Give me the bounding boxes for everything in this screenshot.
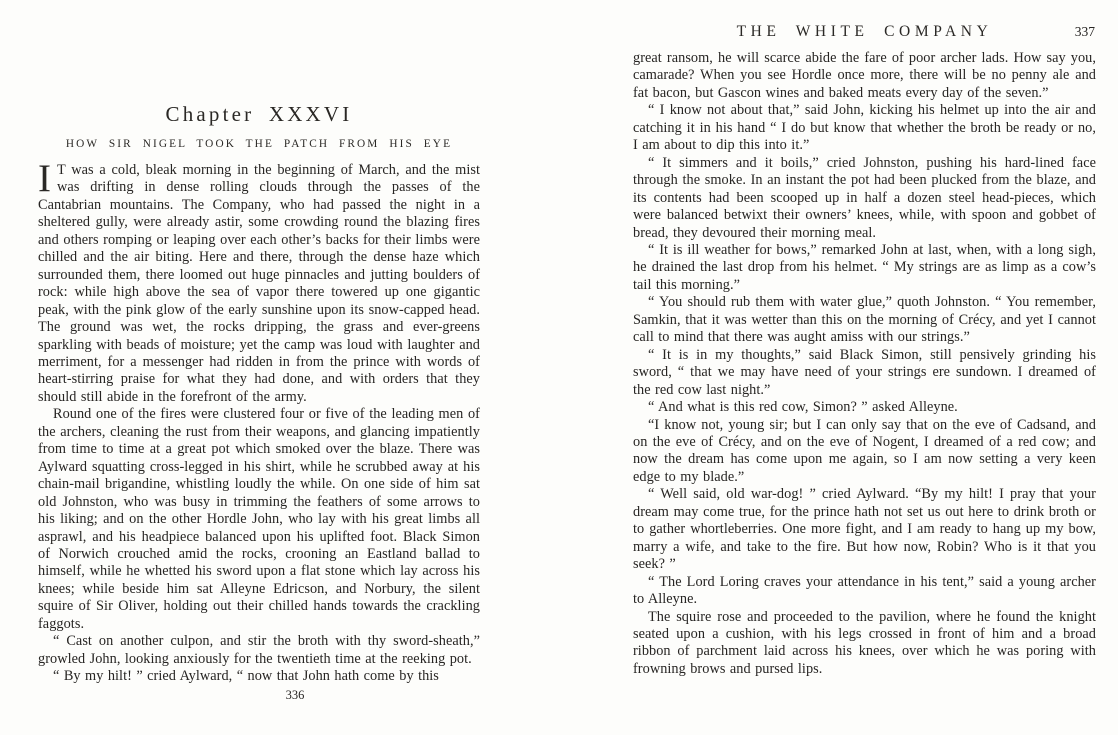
paragraph-text: T was a cold, bleak morning in the beginning of March, and the mist was drifting in dense rolling clouds through the passes of the Cantabrian mountains. The Company, who had passed the night in a sheltered gully, were already astir, some crowding round the blazing fires and others romping or leaping over each other’s backs for their limbs were chilled and the air biting. Here and there, through the dense haze which surrounded them, there loomed out huge pinnacles and jutting boulders of rock: while high above the sea of vapor there towered up one gigantic peak, with the pink glow of the early sunshine upon its snow-capped head. The ground was wet, the rocks dripping, the grass and ever-greens sparkling with beads of moisture; yet the camp was loud with laughter and merriment, for a messenger had ridden in from the prince with words of heart-stirring praise for what they had done, and with orders that they should still abide in the forefront of the army. bbox=[38, 162, 480, 405]
paragraph: “ It is ill weather for bows,” remarked John at last, when, with a long sigh, he drained the last drop from his helmet. “ My strings are as limp as a cow’s tail this morning.” bbox=[633, 241, 1096, 293]
paragraph: “ By my hilt! ” cried Aylward, “ now that John hath come by this bbox=[53, 668, 439, 685]
paragraph: “ You should rub them with water glue,” quoth Johnston. “ You remember, Samkin, that it was wetter than this on the morning of Crécy, and yet I cannot call to mind that there was aught amiss with our strings.” bbox=[633, 294, 1096, 346]
paragraph: “ I know not about that,” said John, kicking his helmet up into the air and catching it in his hand “ I do but know that whether the broth be ready or no, I am about to dip this into it.” bbox=[633, 102, 1096, 154]
page-right bbox=[633, 0, 1096, 678]
paragraph: “ Well said, old war-dog! ” cried Aylward. “By my hilt! I pray that your dream may come true, for the prince hath not set us out here to drink broth or to gather whortleberries. One more fight, and I am ready to hang up my bow, marry a wife, and take to the fire. But how now, Robin? Who is it that you seek? ” bbox=[633, 486, 1096, 573]
chapter-subtitle: HOW SIR NIGEL TOOK THE PATCH FROM HIS EYE bbox=[65, 138, 453, 150]
drop-cap: I bbox=[38, 157, 52, 200]
left-page-body bbox=[38, 157, 480, 686]
paragraph: great ransom, he will scarce abide the fare of poor archer lads. How say you, camarade? When you see Hordle once more, there will be no penny ale and fat bacon, but Gascon wines and baked meats every day of the seven.” bbox=[633, 50, 1096, 101]
paragraph: “ And what is this red cow, Simon? ” asked Alleyne. bbox=[648, 399, 958, 416]
running-header-row bbox=[633, 23, 1096, 41]
page-number-left: 336 bbox=[285, 687, 305, 702]
right-page-body bbox=[633, 50, 1096, 678]
paragraph: “ Cast on another culpon, and stir the broth with thy sword-sheath,” growled John, looking anxiously for the twentieth time at the reeking pot. bbox=[38, 633, 480, 667]
page-number-right: 337 bbox=[1074, 24, 1095, 39]
chapter-title: Chapter XXXVI bbox=[165, 102, 353, 126]
paragraph: “ The Lord Loring craves your attendance in his tent,” said a young archer to Alleyne. bbox=[633, 573, 1096, 608]
paragraph: “I know not, young sir; but I can only say that on the eve of Cadsand, and on the eve of Crécy, and on the eve of Nogent, I dreamed of a red cow; and now the dream has come upon me again, so I am now setting a very keen edge to my blade.” bbox=[633, 416, 1096, 485]
paragraph bbox=[38, 157, 480, 406]
paragraph: Round one of the fires were clustered four or five of the leading men of the archers, cleaning the rust from their weapons, and glancing impatiently from time to time at a great pot which smoked over the blaze. There was Aylward squatting cross-legged in his shirt, while he scrubbed away at his chain-mail brigandine, whistling loudly the while. On one side of him sat old Johnston, who was busy in trimming the feathers of some arrows to his liking; and on the other Hordle John, who lay with his great limbs all asprawl, and his headpiece balanced upon his uplifted foot. Black Simon of Norwich crouched amid the rocks, crooning an Eastland ballad to himself, while he whetted his sword upon a flat stone which lay across his knees; while beside him sat Alleyne Edricson, and Norbury, the silent squire of Sir Oliver, holding out their chilled hands towards the crackling faggots. bbox=[38, 406, 480, 632]
running-header: THE WHITE COMPANY bbox=[736, 23, 993, 40]
paragraph: “ It simmers and it boils,” cried Johnston, pushing his hard-lined face through the smoke. In an instant the pot had been plucked from the blaze, and its contents had been scooped up in half a dozen steel head-pieces, which were balanced betwixt their owners’ knees, while, with spoon and gobbet of bread, they devoured their morning meal. bbox=[633, 154, 1096, 241]
paragraph: The squire rose and proceeded to the pavilion, where he found the knight seated upon a cushion, with his legs crossed in front of him and a broad ribbon of parchment laid across his knees, over which he was poring with frowning brows and pursed lips. bbox=[633, 608, 1096, 677]
paragraph: “ It is in my thoughts,” said Black Simon, still pensively grinding his sword, “ that we may have need of your strings ere sundown. I dreamed of the red cow last night.” bbox=[633, 346, 1096, 398]
page-left bbox=[38, 0, 480, 703]
